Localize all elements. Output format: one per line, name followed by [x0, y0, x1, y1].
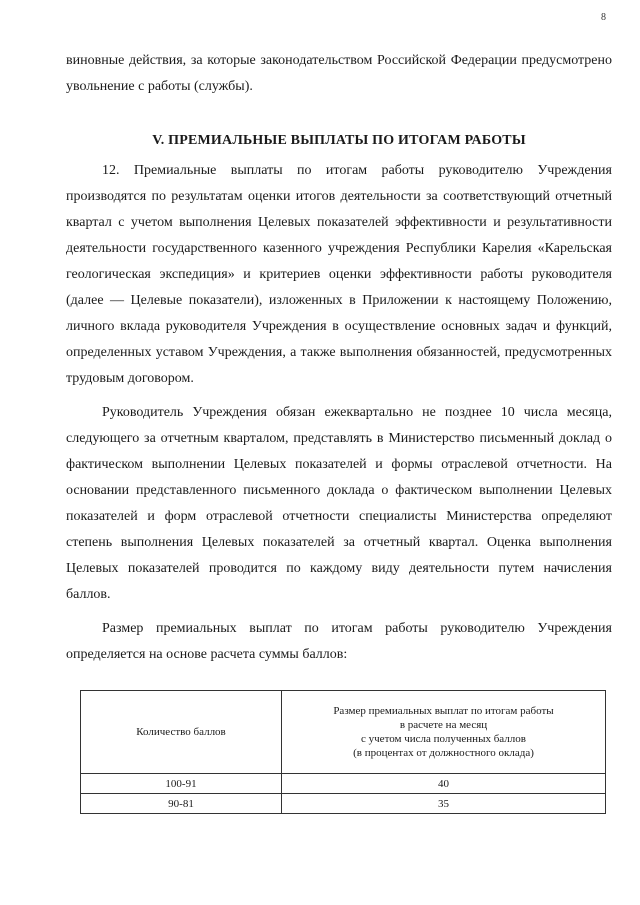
intro-paragraph: виновные действия, за которые законодательством Российской Федерации предусмотрено увольнение с работы (службы). [66, 53, 612, 94]
points-cell: 90-81 [81, 794, 282, 814]
header-line: в расчете на месяц [399, 719, 488, 731]
header-line: с учетом числа полученных баллов [361, 733, 526, 745]
page-number: 8 [601, 12, 606, 23]
document-body [66, 48, 612, 668]
percent-cell: 40 [282, 774, 606, 794]
percent-cell: 35 [282, 794, 606, 814]
table-row [81, 794, 606, 814]
paragraph-12: 12. Премиальные выплаты по итогам работы руководителю Учреждения производятся по результатам оценки итогов деятельности за соответствующий отчетный квартал с учетом выполнения Целевых показателей эффективности и результативности деятельности государственного казенного учреждения Республики Карелия «Карельская геологическая экспедиция» и критериев оценки эффективности работы руководителя (далее — Целевые показатели), изложенных в Приложении к настоящему Положению, личного вклада руководителя Учреждения в осуществление основных задач и функций, определенных уставом Учреждения, а также выполнения обязанностей, предусмотренных трудовым договором. [66, 163, 612, 386]
header-line: (в процентах от должностного оклада) [353, 747, 534, 759]
table-row [81, 774, 606, 794]
points-cell: 100-91 [81, 774, 282, 794]
paragraph-report: Руководитель Учреждения обязан ежеквартально не позднее 10 числа месяца, следующего за отчетным кварталом, представлять в Министерство письменный доклад о фактическом выполнении Целевых показателей и формы отраслевой отчетности. На основании представленного письменного доклада о фактическом выполнении Целевых показателей и форм отраслевой отчетности специалисты Министерства определяют степень выполнения Целевых показателей за отчетный квартал. Оценка выполнения Целевых показателей проводится по каждому виду деятельности путем начисления баллов. [66, 405, 612, 602]
header-points: Количество баллов [81, 691, 282, 774]
section-heading: V. ПРЕМИАЛЬНЫЕ ВЫПЛАТЫ ПО ИТОГАМ РАБОТЫ [152, 133, 526, 148]
paragraph-size: Размер премиальных выплат по итогам работы руководителю Учреждения определяется на основе расчета суммы баллов: [66, 621, 612, 662]
header-bonus-size [282, 691, 606, 774]
table-header-row [81, 691, 606, 774]
bonus-table [80, 690, 606, 814]
header-line: Размер премиальных выплат по итогам работы [333, 705, 554, 717]
